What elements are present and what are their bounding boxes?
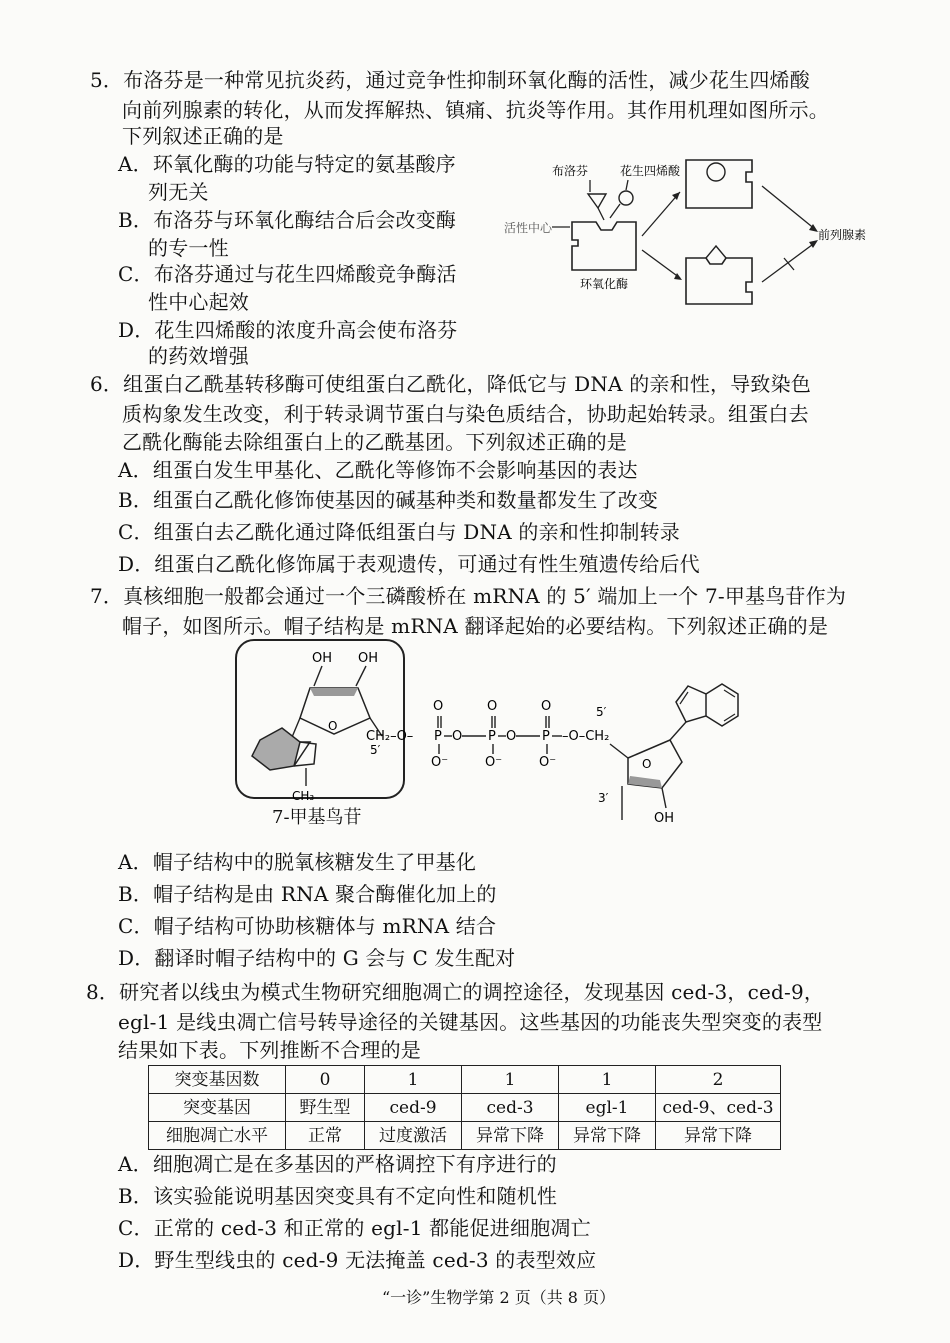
label-ibuprofen: 布洛芬 (552, 164, 589, 178)
table-cell: 异常下降 (559, 1122, 656, 1150)
label-o-minus-1: O⁻ (431, 755, 449, 770)
q7-option-a: A．帽子结构中的脱氧核糖发生了甲基化 (118, 850, 477, 874)
q5-stem-line-3: 下列叙述正确的是 (122, 124, 284, 148)
table-cell: ced-3 (462, 1094, 559, 1122)
arachidonic-acid-shape (619, 191, 633, 205)
q5-option-a: A．环氧化酶的功能与特定的氨基酸序 (118, 152, 456, 176)
q5-option-d: D．花生四烯酸的浓度升高会使布洛芬 (118, 318, 458, 342)
enzyme-inhibitor-complex (686, 258, 752, 304)
label-o-top-1: O (433, 699, 444, 714)
label-prostaglandin: 前列腺素 (818, 228, 867, 242)
page-footer: “一诊”生物学第 2 页（共 8 页） (382, 1288, 616, 1307)
label-o-top-2: O (487, 699, 498, 714)
label-arachidonic-acid: 花生四烯酸 (620, 164, 681, 178)
table-cell: 1 (365, 1066, 462, 1094)
label-p2: P (488, 729, 496, 744)
table-cell: 野生型 (286, 1094, 365, 1122)
q7-option-c: C．帽子结构可协助核糖体与 mRNA 结合 (118, 914, 497, 938)
q6-stem-line-2: 质构象发生改变，利于转录调节蛋白与染色质结合，协助起始转录。组蛋白去 (122, 402, 809, 426)
label-ch2-o: CH₂–O– (366, 729, 414, 744)
label-o-minus-3: O⁻ (539, 755, 557, 770)
q5-option-d-cont: 的药效增强 (148, 344, 249, 368)
label-ring-o-right: O (642, 757, 652, 771)
q5-stem-line-1: 5．布洛芬是一种常见抗炎药，通过竞争性抑制环氧化酶的活性，减少花生四烯酸 (90, 68, 810, 92)
q5-option-c: C．布洛芬通过与花生四烯酸竞争酶活 (118, 262, 457, 286)
table-cell: 过度激活 (365, 1122, 462, 1150)
label-5prime-left: 5′ (370, 743, 381, 757)
label-oh-2: OH (358, 651, 379, 666)
label-o-bridge-2: O (506, 729, 517, 744)
ibuprofen-shape (588, 194, 606, 208)
table-cell: 异常下降 (462, 1122, 559, 1150)
cyclooxygenase-shape (572, 222, 636, 270)
table-cell: ced-9、ced-3 (656, 1094, 781, 1122)
label-p1: P (434, 729, 442, 744)
table-cell: egl-1 (559, 1094, 656, 1122)
q8-option-d: D．野生型线虫的 ced-9 无法掩盖 ced-3 的表型效应 (118, 1248, 597, 1272)
label-cyclooxygenase: 环氧化酶 (580, 277, 629, 291)
label-o-ch2: –O–CH₂ (562, 729, 610, 744)
label-ring-o-left: O (328, 719, 338, 733)
table-cell: 突变基因 (149, 1094, 286, 1122)
q7-option-d: D．翻译时帽子结构中的 G 会与 C 发生配对 (118, 946, 516, 970)
table-row (149, 1094, 781, 1122)
q7-option-b: B．帽子结构是由 RNA 聚合酶催化加上的 (118, 882, 497, 906)
q8-stem-line-2: egl-1 是线虫凋亡信号转导途径的关键基因。这些基因的功能丧失型突变的表型 (118, 1010, 823, 1034)
label-o-minus-2: O⁻ (485, 755, 503, 770)
table-cell: ced-9 (365, 1094, 462, 1122)
q5-stem-line-2: 向前列腺素的转化，从而发挥解热、镇痛、抗炎等作用。其作用机理如图所示。 (122, 98, 829, 122)
q8-stem-line-3: 结果如下表。下列推断不合理的是 (118, 1038, 421, 1062)
q5-mechanism-diagram (500, 150, 900, 320)
table-cell: 细胞凋亡水平 (149, 1122, 286, 1150)
table-cell: 0 (286, 1066, 365, 1094)
label-oh-3: OH (654, 811, 675, 826)
q5-option-b-cont: 的专一性 (148, 236, 229, 260)
label-p3: P (542, 729, 550, 744)
q6-stem-line-1: 6．组蛋白乙酰基转移酶可使组蛋白乙酰化，降低它与 DNA 的亲和性，导致染色 (90, 372, 812, 396)
label-5prime-right: 5′ (596, 705, 607, 719)
table-row (149, 1066, 781, 1094)
q7-figure-caption: 7-甲基鸟苷 (272, 807, 362, 828)
label-o-bridge-1: O (452, 729, 463, 744)
q7-stem-line-1: 7．真核细胞一般都会通过一个三磷酸桥在 mRNA 的 5′ 端加上一个 7-甲基鸟苷作为 (90, 584, 847, 608)
q6-option-c: C．组蛋白去乙酰化通过降低组蛋白与 DNA 的亲和性抑制转录 (118, 520, 680, 544)
label-o-top-3: O (541, 699, 552, 714)
q5-option-b: B．布洛芬与环氧化酶结合后会改变酶 (118, 208, 457, 232)
label-active-site: 活性中心 (504, 221, 553, 235)
q8-option-c: C．正常的 ced-3 和正常的 egl-1 都能促进细胞凋亡 (118, 1216, 591, 1240)
table-cell: 正常 (286, 1122, 365, 1150)
q6-option-d: D．组蛋白乙酰化修饰属于表观遗传，可通过有性生殖遗传给后代 (118, 552, 700, 576)
q8-stem-line-1: 8．研究者以线虫为模式生物研究细胞凋亡的调控途径，发现基因 ced-3，ced-9， (86, 980, 825, 1004)
q7-stem-line-2: 帽子，如图所示。帽子结构是 mRNA 翻译起始的必要结构。下列叙述正确的是 (122, 614, 829, 638)
q5-option-a-cont: 列无关 (148, 180, 209, 204)
label-ch3: CH₃ (292, 789, 315, 803)
mutation-phenotype-table (148, 1065, 781, 1150)
table-cell: 突变基因数 (149, 1066, 286, 1094)
label-3prime: 3′ (598, 791, 609, 805)
enzyme-substrate-complex (686, 160, 752, 208)
table-cell: 异常下降 (656, 1122, 781, 1150)
q5-option-c-cont: 性中心起效 (148, 290, 249, 314)
table-cell: 1 (462, 1066, 559, 1094)
table-row (149, 1122, 781, 1150)
q8-option-a: A．细胞凋亡是在多基因的严格调控下有序进行的 (118, 1152, 557, 1176)
table-cell: 1 (559, 1066, 656, 1094)
label-oh-1: OH (312, 651, 333, 666)
q6-option-b: B．组蛋白乙酰化修饰使基因的碱基种类和数量都发生了改变 (118, 488, 659, 512)
table-cell: 2 (656, 1066, 781, 1094)
q6-stem-line-3: 乙酰化酶能去除组蛋白上的乙酰基团。下列叙述正确的是 (122, 430, 627, 454)
q8-option-b: B．该实验能说明基因突变具有不定向性和随机性 (118, 1184, 558, 1208)
q6-option-a: A．组蛋白发生甲基化、乙酰化等修饰不会影响基因的表达 (118, 458, 638, 482)
